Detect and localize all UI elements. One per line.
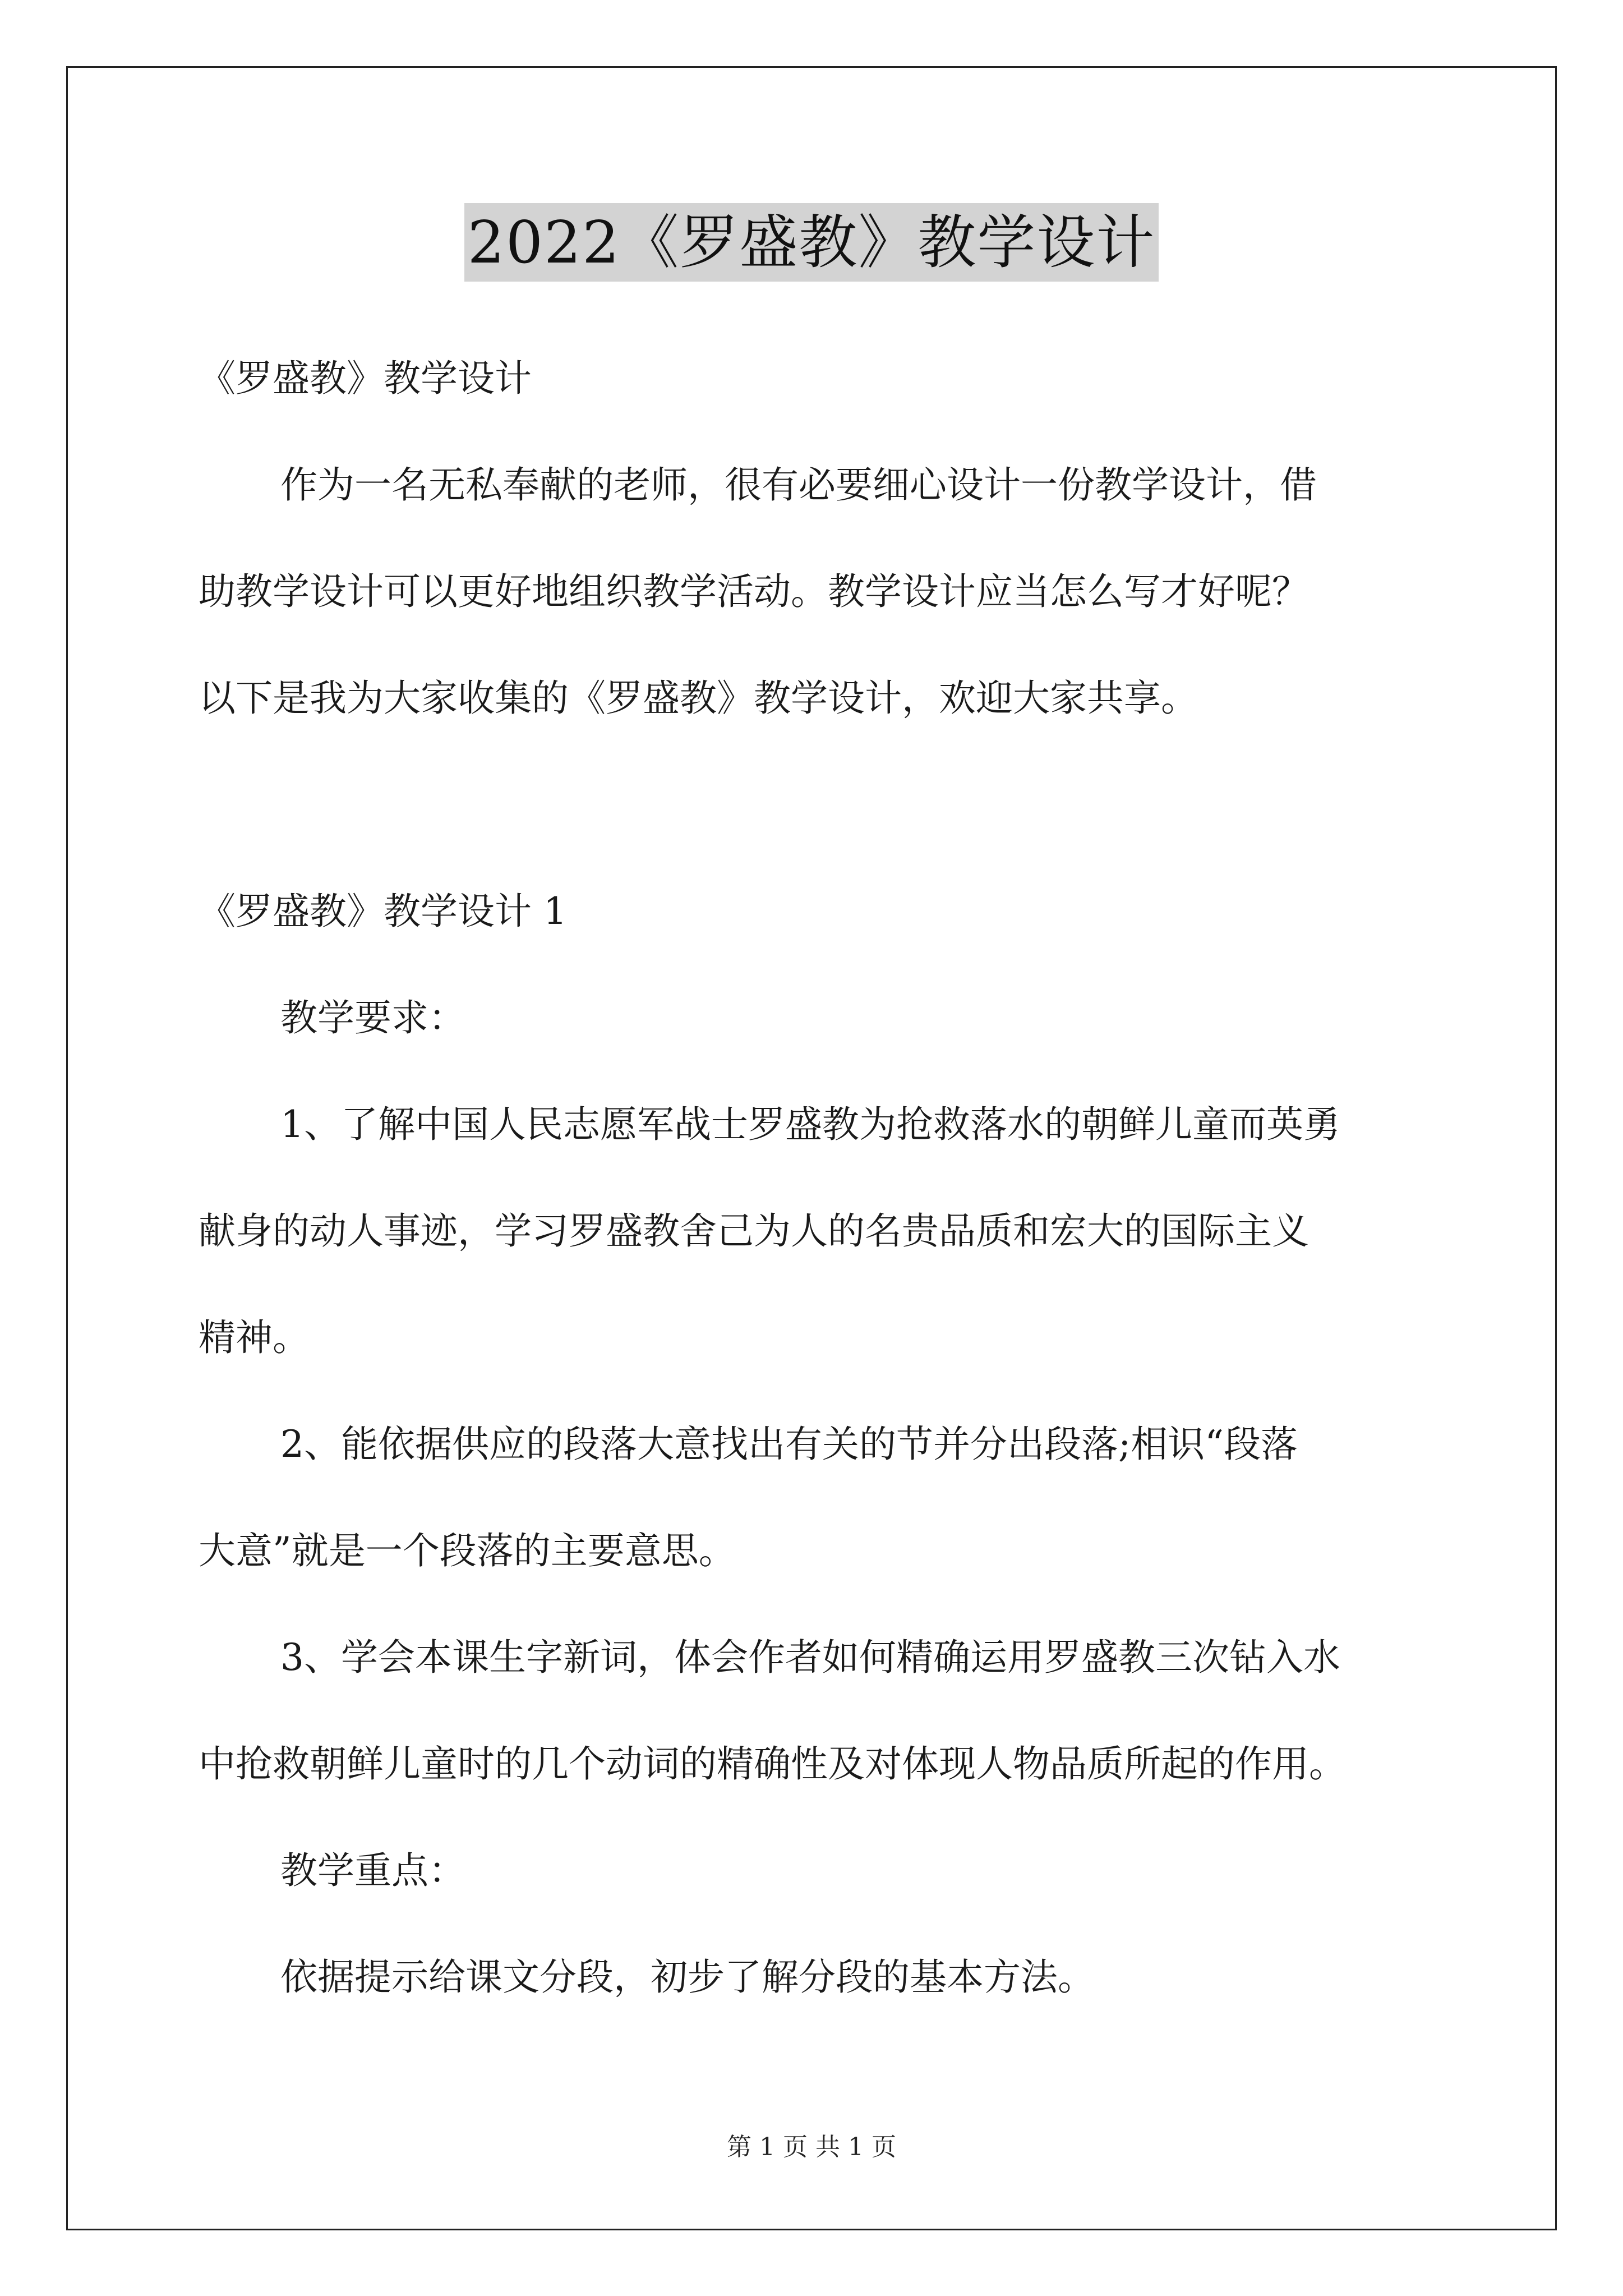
subtitle-line: 《罗盛教》教学设计 [199, 357, 532, 400]
key-points-line: 依据提示给课文分段，初步了解分段的基本方法。 [280, 1955, 1095, 1999]
requirement-1-line-3: 精神。 [199, 1316, 310, 1359]
requirement-3-line-2: 中抢救朝鲜儿童时的几个动词的精确性及对体现人物品质所起的作用。 [199, 1742, 1346, 1786]
requirement-1-line-2: 献身的动人事迹，学习罗盛教舍己为人的名贵品质和宏大的国际主义 [199, 1209, 1309, 1253]
document-title: 2022《罗盛教》教学设计 [464, 203, 1159, 282]
requirement-2-line-2: 大意”就是一个段落的主要意思。 [199, 1529, 736, 1572]
requirement-2-line-1: 2、能依据供应的段落大意找出有关的节并分出段落;相识“段落 [280, 1423, 1298, 1466]
key-points-heading: 教学重点： [280, 1849, 465, 1892]
intro-line-3: 以下是我为大家收集的《罗盛教》教学设计，欢迎大家共享。 [199, 677, 1198, 720]
intro-line-1: 作为一名无私奉献的老师，很有必要细心设计一份教学设计，借 [280, 463, 1317, 507]
intro-line-2: 助教学设计可以更好地组织教学活动。教学设计应当怎么写才好呢？ [199, 570, 1309, 613]
title-container [0, 203, 1623, 282]
requirement-1-line-1: 1、了解中国人民志愿军战士罗盛教为抢救落水的朝鲜儿童而英勇 [280, 1103, 1340, 1146]
section-heading-1: 《罗盛教》教学设计 1 [199, 890, 567, 933]
requirement-3-line-1: 3、学会本课生字新词，体会作者如何精确运用罗盛教三次钻入水 [280, 1636, 1340, 1679]
page-footer: 第 1 页 共 1 页 [727, 2133, 896, 2161]
requirements-heading: 教学要求： [280, 996, 465, 1039]
